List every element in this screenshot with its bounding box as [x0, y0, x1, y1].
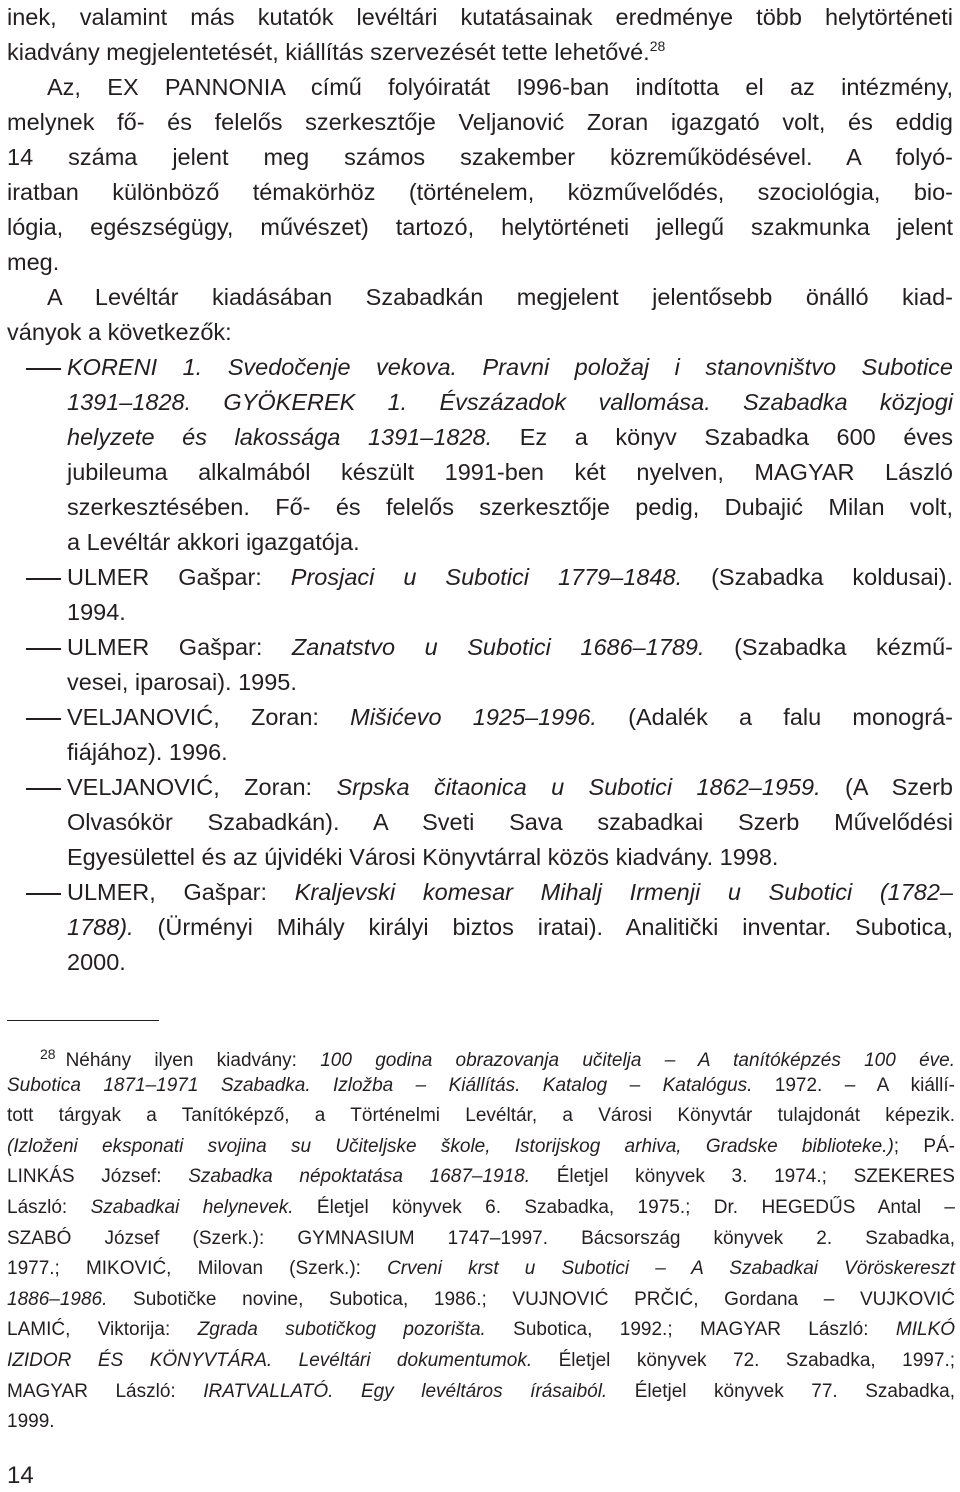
text: MAGYAR László: — [7, 1380, 204, 1402]
text: (Szabadka kézmű- — [704, 634, 953, 660]
list-item-line — [67, 632, 953, 662]
list-item-line — [67, 877, 953, 907]
footnote-line — [7, 1409, 955, 1434]
text: Ez a könyv Szabadka 600 éves — [492, 424, 953, 450]
text: vesei, iparosai). 1995. — [67, 669, 297, 695]
italic-text: KORENI 1. Svedočenje vekova. Pravni položaj i stanovništvo Subotice — [67, 354, 953, 380]
list-item-line — [67, 912, 953, 942]
footnote-line — [7, 1317, 955, 1342]
italic-text: MILKÓ — [895, 1319, 956, 1341]
list-item-line — [67, 947, 953, 977]
list-item-line — [67, 562, 953, 592]
body-line: 14 száma jelent meg számos szakember közreműködésével. A folyó- — [7, 144, 953, 170]
text: fiájához). 1996. — [67, 739, 228, 765]
italic-text: Szabadka népoktatása 1687–1918. — [188, 1166, 530, 1188]
text: SZABÓ József (Szerk.): GYMNASIUM 1747–1997. Bácsország könyvek 2. Szabadka, — [7, 1227, 955, 1249]
italic-text: 1886–1986. — [7, 1288, 108, 1310]
body-line: lógia, egészségügy, művészet) tartozó, helytörténeti jellegű szakmunka jelent — [7, 214, 953, 240]
footnote-ref: 28 — [649, 38, 666, 54]
list-item-dash — [26, 788, 61, 790]
text: 1999. — [7, 1411, 55, 1433]
list-item-line — [67, 527, 953, 557]
italic-text: Crveni krst u Subotici – A Szabadkai Vöröskereszt — [387, 1258, 955, 1280]
list-item-line — [67, 807, 953, 837]
text: 1994. — [67, 599, 126, 625]
footnote-line — [7, 1379, 955, 1404]
text: (Ürményi Mihály királyi biztos iratai). Analitički inventar. Subotica, — [133, 914, 953, 940]
list-item-dash — [26, 718, 61, 720]
page-number: 14 — [7, 1462, 34, 1489]
list-item-dash — [26, 368, 61, 370]
text: (Szabadka koldusai). — [682, 564, 953, 590]
body-line: iratban különböző témakörhöz (történelem, közművelődés, szociológia, bio- — [7, 179, 953, 205]
list-item-dash — [26, 578, 61, 580]
text: 1977.; MIKOVIĆ, Milovan (Szerk.): — [7, 1258, 388, 1280]
list-item-line — [67, 597, 953, 627]
footnote-line — [7, 1134, 955, 1159]
text: (Adalék a falu monográ- — [596, 704, 953, 730]
italic-text: IRATVALLATÓ. Egy levéltáros írásaiból. — [203, 1380, 608, 1402]
text: jubileuma alkalmából készült 1991-ben két nyelven, MAGYAR László — [67, 459, 953, 485]
text: szerkesztésében. Fő- és felelős szerkesztője pedig, Dubajić Milan volt, — [67, 494, 953, 520]
list-item-line — [67, 492, 953, 522]
footnote-line — [7, 1256, 955, 1281]
footnote-line — [7, 1164, 955, 1189]
list-item-line — [67, 702, 953, 732]
text: Subotičke novine, Subotica, 1986.; VUJNOVIĆ PRČIĆ, Gordana – VUJKOVIĆ — [107, 1288, 955, 1310]
footnote-line — [7, 1348, 955, 1373]
italic-text: helyzete és lakossága 1391–1828. — [67, 424, 493, 450]
text: ULMER Gašpar: — [67, 564, 291, 590]
italic-text: IZIDOR ÉS KÖNYVTÁRA. Levéltári dokumentumok. — [7, 1350, 533, 1371]
footnote-line — [7, 1287, 955, 1312]
text: tott tárgyak a Tanítóképző, a Történelmi Levéltár, a Városi Könyvtár tulajdonát képezik. — [7, 1105, 955, 1127]
footnote-separator — [7, 1020, 159, 1021]
italic-text: Prosjaci u Subotici 1779–1848. — [290, 564, 683, 590]
text: Életjel könyvek 72. Szabadka, 1997.; — [532, 1350, 955, 1371]
body-line: Az, EX PANNONIA című folyóiratát I996-ban indította el az intézmény, — [47, 74, 953, 100]
footnote-line — [7, 1103, 955, 1128]
italic-text: Srpska čitaonica u Subotici 1862–1959. — [336, 774, 821, 800]
text: (A Szerb — [820, 774, 953, 800]
italic-text: Zanatstvo u Subotici 1686–1789. — [291, 634, 705, 660]
text: ; PÁ- — [893, 1135, 956, 1157]
text: 2000. — [67, 949, 126, 975]
text: ULMER, Gašpar: — [67, 879, 295, 905]
list-item-dash — [26, 648, 61, 650]
italic-text: 1788). — [67, 914, 134, 940]
text: VELJANOVIĆ, Zoran: — [67, 704, 351, 730]
italic-text: Kraljevski komesar Mihalj Irmenji u Subotici (1782– — [294, 879, 953, 905]
list-item-line — [67, 667, 953, 697]
text: ULMER Gašpar: — [67, 634, 292, 660]
body-line: melynek fő- és felelős szerkesztője Veljanović Zoran igazgató volt, és eddig — [7, 109, 953, 135]
italic-text: 100 godina obrazovanja učitelja – A tanítóképzés 100 éve. — [320, 1050, 956, 1071]
list-item-line — [67, 772, 953, 802]
text: VELJANOVIĆ, Zoran: — [67, 774, 337, 800]
body-line: A Levéltár kiadásában Szabadkán megjelent jelentősebb önálló kiad- — [47, 284, 953, 310]
italic-text: Zgrada subotičkog pozorišta. — [197, 1319, 486, 1341]
italic-text: (Izloženi eksponati svojina su Učiteljske škole, Istorijskog arhiva, Gradske biblioteke.) — [7, 1135, 894, 1157]
list-item-line — [67, 737, 953, 767]
footnote-line — [7, 1195, 955, 1220]
text: Életjel könyvek 3. 1974.; SZEKERES — [530, 1166, 955, 1188]
text: a Levéltár akkori igazgatója. — [67, 529, 360, 555]
list-item-line — [67, 422, 953, 452]
body-line: meg. — [7, 249, 60, 275]
body-line — [7, 37, 953, 67]
text: Életjel könyvek 6. Szabadka, 1975.; Dr. HEGEDŰS Antal – — [293, 1197, 955, 1218]
text: László: — [7, 1197, 91, 1218]
text: 1972. – A kiállí- — [752, 1074, 955, 1096]
italic-text: Subotica 1871–1971 Szabadka. Izložba – Kiállítás. Katalog – Katalógus. — [7, 1074, 753, 1096]
italic-text: Mišićevo 1925–1996. — [350, 704, 597, 730]
text: LINKÁS József: — [7, 1166, 189, 1188]
footnote-line — [7, 1226, 955, 1251]
list-item-line — [67, 457, 953, 487]
text: Egyesülettel és az újvidéki Városi Könyvtárral közös kiadvány. 1998. — [67, 844, 779, 870]
list-item-dash — [26, 893, 61, 895]
body-line: inek, valamint más kutatók levéltári kutatásainak eredménye több helytörténeti — [7, 4, 953, 30]
list-item-line — [67, 387, 953, 417]
italic-text: 1391–1828. GYÖKEREK 1. Évszázadok vallomása. Szabadka közjogi — [67, 389, 953, 415]
footnote-line — [40, 1042, 955, 1073]
text: Olvasókör Szabadkán). A Sveti Sava szabadkai Szerb Művelődési — [67, 809, 953, 835]
list-item-line — [67, 352, 953, 382]
body-text: kiadvány megjelentetését, kiállítás szervezését tette lehetővé. — [7, 39, 650, 65]
text: Subotica, 1992.; MAGYAR László: — [485, 1319, 896, 1341]
text: Néhány ilyen kiadvány: — [65, 1050, 321, 1071]
italic-text: Szabadkai helynevek. — [90, 1197, 294, 1218]
text: Életjel könyvek 77. Szabadka, — [607, 1380, 955, 1402]
body-line: ványok a következők: — [7, 319, 232, 345]
text: LAMIĆ, Viktorija: — [7, 1319, 198, 1341]
list-item-line — [67, 842, 953, 872]
footnote-number: 28 — [40, 1046, 56, 1062]
footnote-line — [7, 1073, 955, 1098]
